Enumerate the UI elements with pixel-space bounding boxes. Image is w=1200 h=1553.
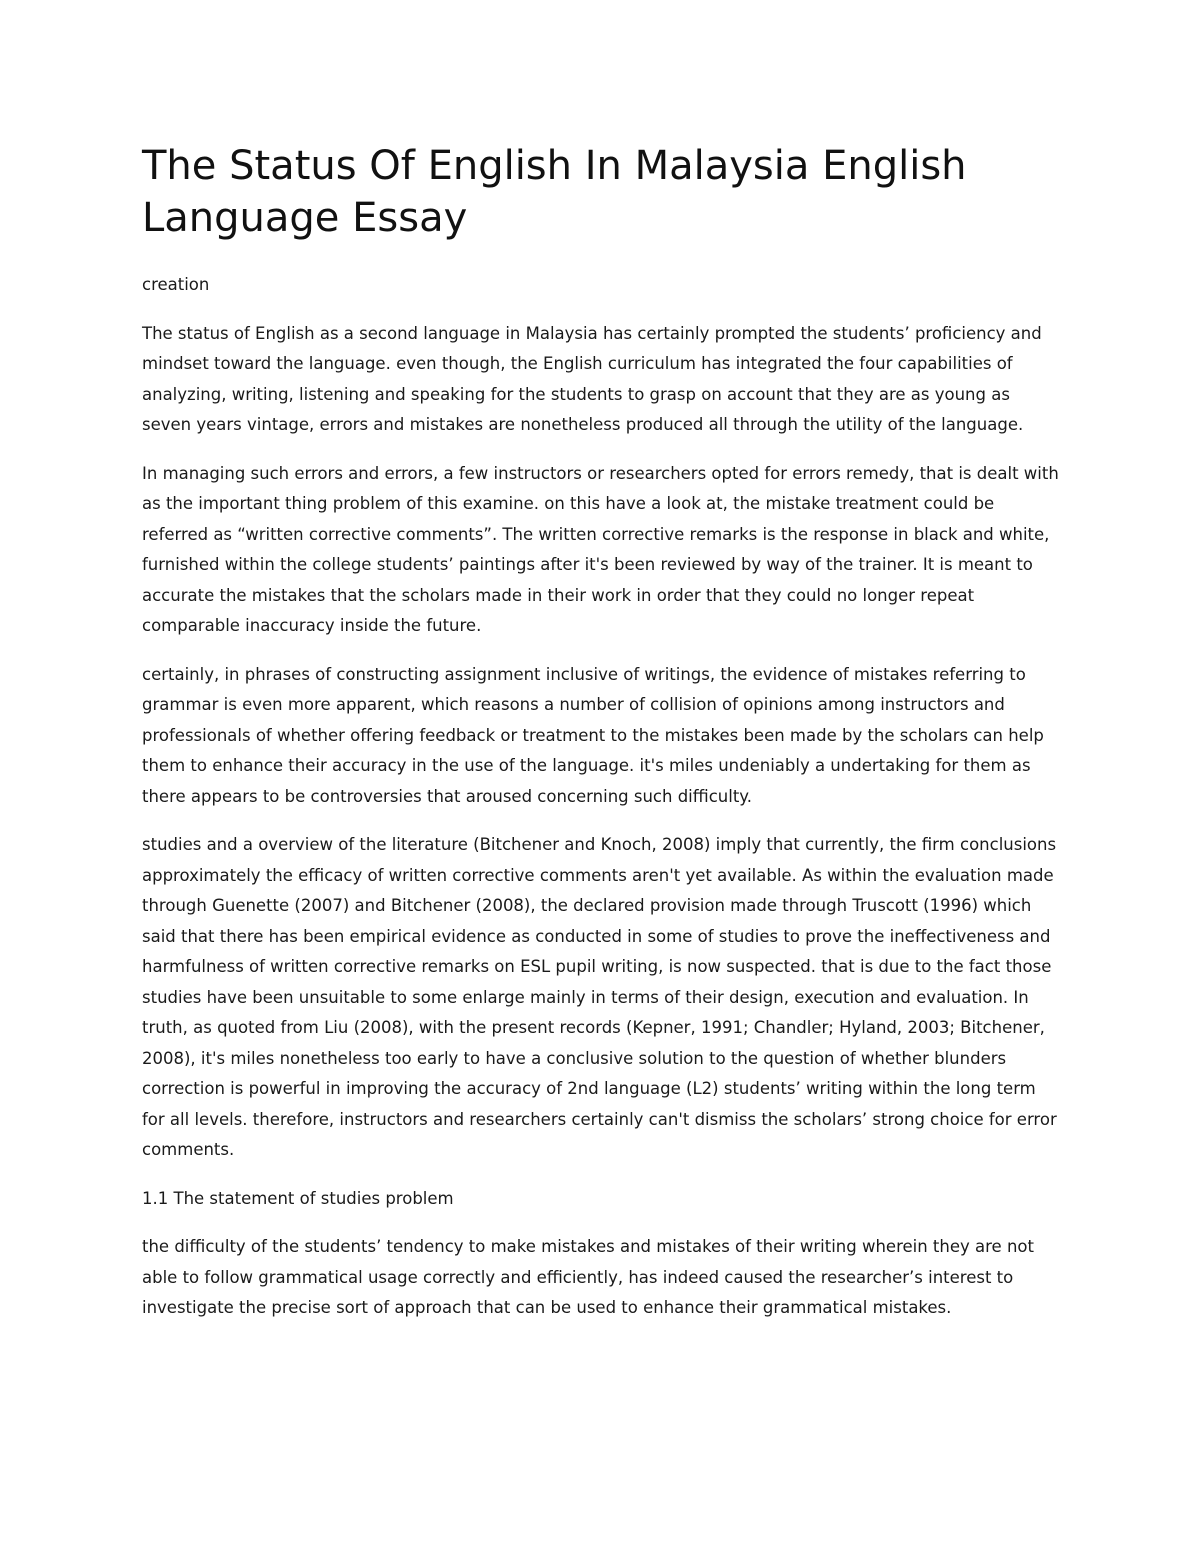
document-title: The Status Of English In Malaysia English Language Essay	[142, 143, 967, 241]
paragraph-4: studies and a overview of the literature (Bitchener and Knoch, 2008) imply that currently, the firm conclusions approximately the efficacy of written corrective comments aren't yet available. As within the evaluation made through Guenette (2007) and Bitchener (2008), the declared provision made through Truscott (1996) which said that there has been empirical evidence as conducted in some of studies to prove the ineffectiveness and harmfulness of written corrective remarks on ESL pupil writing, is now suspected. that is due to the fact those studies have been unsuitable to some enlarge mainly in terms of their design, execution and evaluation. In truth, as quoted from Liu (2008), with the present records (Kepner, 1991; Chandler; Hyland, 2003; Bitchener, 2008), it's miles nonetheless too early to have a conclusive solution to the question of whether blunders correction is powerful in improving the accuracy of 2nd language (L2) students’ writing within the long term for all levels. therefore, instructors and researchers certainly can't dismiss the scholars’ strong choice for error comments.	[142, 835, 1057, 1159]
paragraph-2: In managing such errors and errors, a few instructors or researchers opted for errors remedy, that is dealt with as the important thing problem of this examine. on this have a look at, the mistake treatment could be referred as “written corrective comments”. The written corrective remarks is the response in black and white, furnished within the college students’ paintings after it's been reviewed by way of the trainer. It is meant to accurate the mistakes that the scholars made in their work in order that they could no longer repeat comparable inaccuracy inside the future.	[142, 463, 1059, 635]
section-paragraph: the difficulty of the students’ tendency to make mistakes and mistakes of their writing wherein they are not able to follow grammatical usage correctly and efficiently, has indeed caused the researcher’s interest to investigate the precise sort of approach that can be used to enhance their grammatical mistakes.	[142, 1237, 1034, 1317]
paragraph-1: The status of English as a second language in Malaysia has certainly prompted the students’ proficiency and mindset toward the language. even though, the English curriculum has integrated the four capabilities of analyzing, writing, listening and speaking for the students to grasp on account that they are as young as seven years vintage, errors and mistakes are nonetheless produced all through the utility of the language.	[142, 323, 1042, 434]
document-page	[142, 140, 1062, 1342]
intro-label: creation	[142, 275, 210, 294]
paragraph-3: certainly, in phrases of constructing assignment inclusive of writings, the evidence of mistakes referring to grammar is even more apparent, which reasons a number of collision of opinions among instructors and professionals of whether offering feedback or treatment to the mistakes been made by the scholars can help them to enhance their accuracy in the use of the language. it's miles undeniably a undertaking for them as there appears to be controversies that aroused concerning such difficulty.	[142, 664, 1044, 806]
section-heading: 1.1 The statement of studies problem	[142, 1188, 454, 1208]
